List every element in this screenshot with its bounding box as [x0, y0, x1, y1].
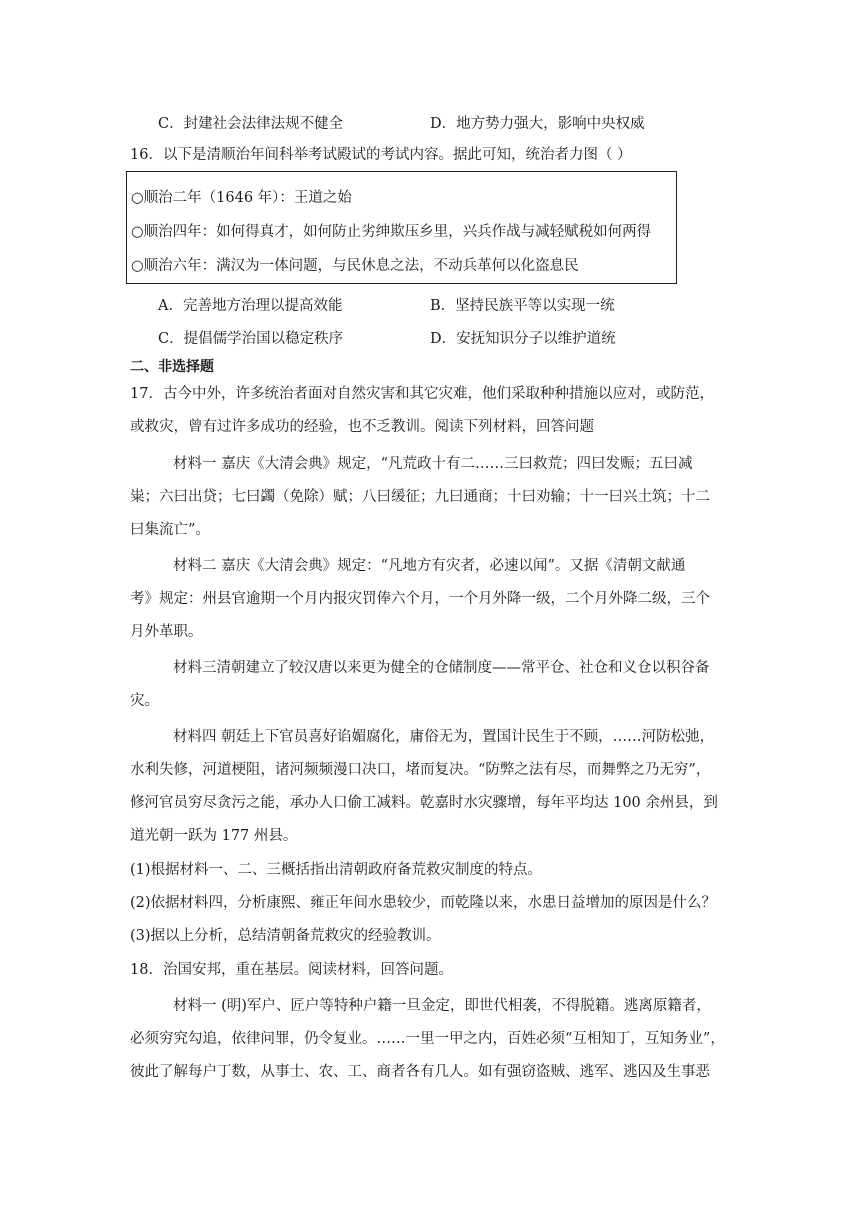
q17-material-4-line-3: 修河官员穷尽贪污之能，承办人口偷工减料。乾嘉时水灾骤增，每年平均达 100 余州县，到 [130, 795, 718, 811]
section-heading: 二、非选择题 [130, 359, 214, 375]
q17-subquestion-3: (3)据以上分析，总结清朝备荒救灾的经验教训。 [130, 928, 441, 944]
q17-material-1-line-1: 材料一 嘉庆《大清会典》规定，“凡荒政十有二……三曰救荒；四曰发赈；五曰减 [173, 456, 693, 472]
q17-material-3-line-2: 灾。 [130, 693, 159, 709]
q17-material-2-line-1: 材料二 嘉庆《大清会典》规定：“凡地方有灾者，必速以闻”。又据《清朝文献通 [173, 558, 686, 574]
q17-subquestion-2: (2)依据材料四，分析康熙、雍正年间水患较少，而乾隆以来，水患日益增加的原因是什么？ [130, 895, 717, 911]
q16-box-line-2: ○顺治四年：如何得真才，如何防止劣绅欺压乡里，兴兵作战与减轻赋税如何两得 [131, 224, 652, 240]
q16-stem: 16．以下是清顺治年间科举考试殿试的考试内容。据此可知，统治者力图（ ） [130, 147, 632, 163]
q18-material-1-line-2: 必须穷究勾追，依律问罪，仍令复业。……一里一甲之内，百姓必须“互相知丁，互知务业”， [130, 1031, 725, 1047]
q17-subquestion-1: (1)根据材料一、二、三概括指出清朝政府备荒救灾制度的特点。 [130, 862, 543, 878]
q17-stem-1: 17．古今中外，许多统治者面对自然灾害和其它灾难，他们采取种种措施以应对，或防范， [130, 386, 714, 402]
q16-option-d: D．安抚知识分子以维护道统 [430, 331, 616, 347]
q17-material-4-line-1: 材料四 朝廷上下官员喜好谄媚腐化，庸俗无为，置国计民生于不顾，……河防松弛， [173, 729, 715, 745]
q16-option-a: A．完善地方治理以提高效能 [158, 298, 343, 314]
q15-option-d: D．地方势力强大，影响中央权威 [430, 116, 645, 132]
q17-material-1-line-2: 粜；六曰出贷；七曰蠲（免除）赋；八曰缓征；九曰通商；十曰劝输；十一曰兴土筑；十二 [130, 489, 710, 505]
q16-box-line-1: ○顺治二年（1646 年）：王道之始 [131, 190, 352, 206]
q16-box-line-3: ○顺治六年：满汉为一体问题，与民休息之法，不动兵革何以化盗息民 [131, 258, 579, 274]
q18-material-1-line-3: 彼此了解每户丁数，从事士、农、工、商者各有几人。如有强窃盗贼、逃军、逃囚及生事恶 [130, 1064, 710, 1080]
q16-source-box [126, 171, 677, 284]
q17-material-4-line-2: 水利失修，河道梗阻，诸河频频漫口决口，堵而复决。“防弊之法有尽，而舞弊之乃无穷”， [130, 762, 711, 778]
q17-material-2-line-3: 月外革职。 [130, 624, 203, 640]
q18-stem: 18．治国安邦，重在基层。阅读材料，回答问题。 [130, 962, 453, 978]
q17-material-4-line-4: 道光朝一跃为 177 州县。 [130, 828, 298, 844]
q15-option-c: C．封建社会法律法规不健全 [158, 116, 344, 132]
q17-stem-2: 或救灾，曾有过许多成功的经验，也不乏教训。阅读下列材料，回答问题 [130, 419, 594, 435]
q17-material-2-line-2: 考》规定：州县官逾期一个月内报灾罚俸六个月，一个月外降一级，二个月外降二级，三个 [130, 591, 710, 607]
q17-material-3-line-1: 材料三清朝建立了较汉唐以来更为健全的仓储制度——常平仓、社仓和义仓以积谷备 [173, 660, 710, 676]
q16-option-c: C．提倡儒学治国以稳定秩序 [158, 331, 344, 347]
q17-material-1-line-3: 曰集流亡”。 [130, 522, 210, 538]
q18-material-1-line-1: 材料一 (明)军户、匠户等特种户籍一旦金定，即世代相袭，不得脱籍。逃离原籍者， [173, 998, 711, 1014]
q16-option-b: B．坚持民族平等以实现一统 [430, 298, 615, 314]
